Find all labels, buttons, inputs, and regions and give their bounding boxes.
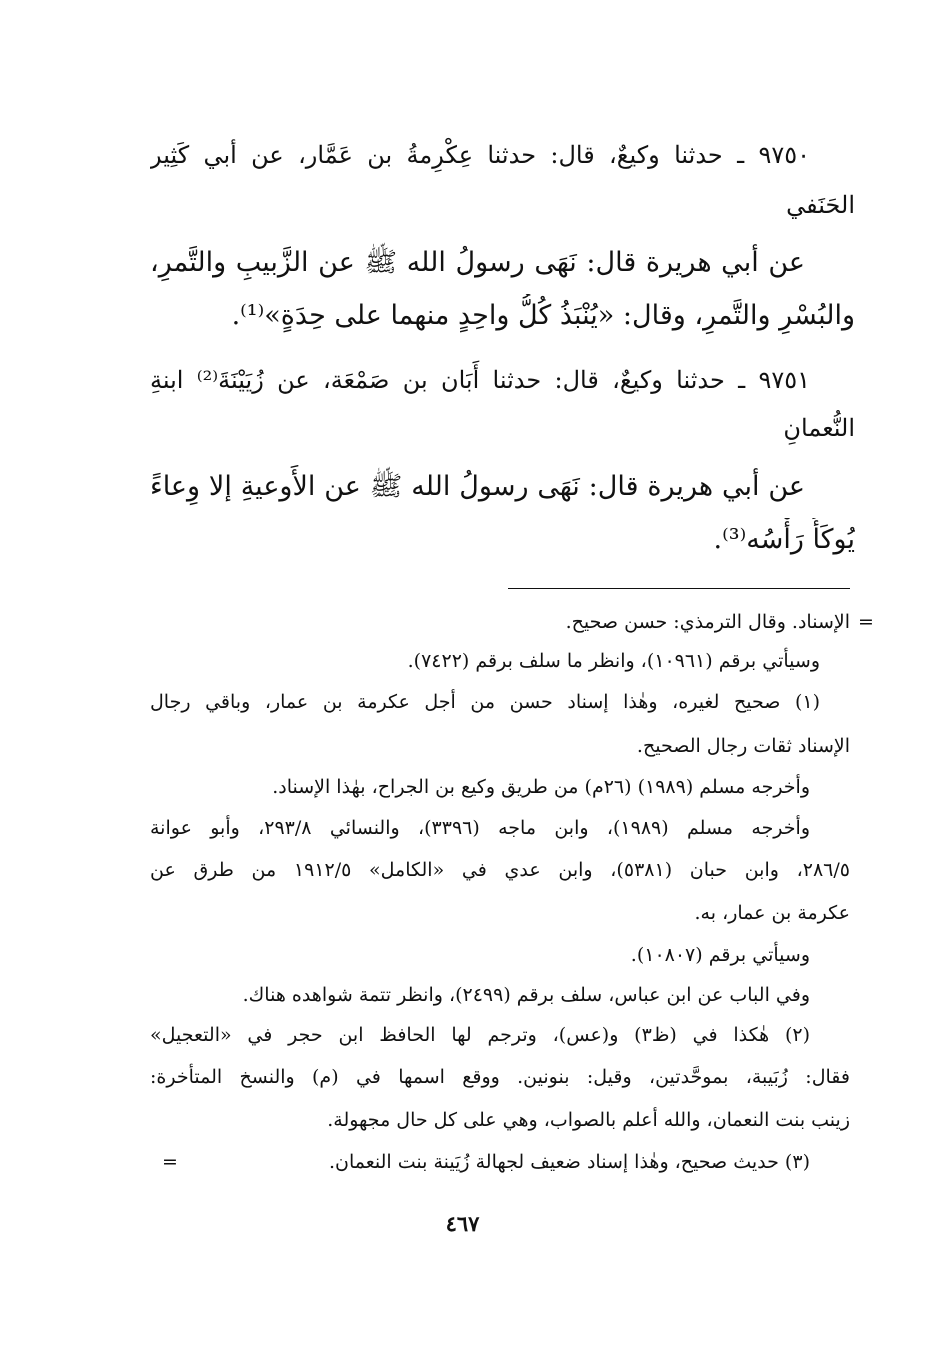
footnote-line-2: وسيأتي برقم (١٠٩٦١)، وانظر ما سلف برقم (٧٤٢٢). <box>407 650 820 672</box>
footnote-line-10: وفي الباب عن ابن عباس، سلف برقم (٢٤٩٩)، وانظر تتمة شواهده هناك. <box>242 984 810 1006</box>
footnote-line-6: وأخرجه مسلم (١٩٨٩)، وابن ماجه (٣٣٩٦)، والنسائي ٢٩٣/٨، وأبو عوانة <box>150 817 810 839</box>
footnote-line-3: (١) صحيح لغيره، وهٰذا إسناد حسن من أجل عكرمة بن عمار، وباقي رجال <box>150 691 820 713</box>
footnote-line-5: وأخرجه مسلم (١٩٨٩) (٢٦م) من طريق وكيع بن الجراح، بهٰذا الإسناد. <box>272 776 810 798</box>
footnote-line-9: وسيأتي برقم (١٠٨٠٧). <box>630 944 810 966</box>
footnote-line-1: الإسناد. وقال الترمذي: حسن صحيح. <box>565 611 850 633</box>
footnote-separator <box>508 588 850 589</box>
footnote-line-8: عكرمة بن عمار، به. <box>694 902 850 924</box>
footnote-line-12: فقال: زُبَيبة، بموحَّدتين، وقيل: بنونين. ووقع اسمها في (م) والنسخ المتأخرة: <box>150 1066 850 1088</box>
hadith-9750-text-line-2: والبُسْرِ والتَّمرِ، وقال: «يُنْبَذُ كُلُّ واحِدٍ منهما على حِدَةٍ»⁽¹⁾. <box>231 300 855 331</box>
footnote-line-4: الإسناد ثقات رجال الصحيح. <box>636 735 850 757</box>
footnote-line-7: ٢٨٦/٥، وابن حبان (٥٣٨١)، وابن عدي في «الكامل» ١٩١٢/٥ من طرق عن <box>150 859 850 881</box>
page-number: ٤٦٧ <box>445 1211 480 1236</box>
hadith-9750-isnad-line-2: الحَنَفي <box>786 191 855 219</box>
hadith-9751-text-line-1: عن أبي هريرة قال: نَهَى رسولُ الله ﷺ عن الأَوعيةِ إلا وِعاءً <box>150 471 805 502</box>
footnote-line-13: زينب بنت النعمان، والله أعلم بالصواب، وهي على كل حال مجهولة. <box>327 1109 850 1131</box>
footnote-continuation-mark: = <box>858 611 874 633</box>
footnote-line-14: (٣) حديث صحيح، وهٰذا إسناد ضعيف لجهالة زُيَينة بنت النعمان. <box>328 1151 810 1173</box>
footnote-line-11: (٢) هٰكذا في (ظ٣) و(عس)، وترجم لها الحافظ ابن حجر في «التعجيل» <box>150 1024 810 1046</box>
hadith-9750-text-line-1: عن أبي هريرة قال: نَهَى رسولُ الله ﷺ عن الزَّبيبِ والتَّمرِ، <box>150 247 805 278</box>
hadith-9751-isnad-line-1: ٩٧٥١ ـ حدثنا وكيعٌ، قال: حدثنا أَبَان بن صَمْعَة، عن زُيَيْنَةَ⁽²⁾ ابنةِ <box>150 366 810 394</box>
hadith-9750-isnad-line-1: ٩٧٥٠ ـ حدثنا وكيعٌ، قال: حدثنا عِكْرِمةُ بن عَمَّار، عن أبي كَثِير <box>150 141 810 169</box>
hadith-9751-text-line-2: يُوكَأُ رَأْسُه⁽³⁾. <box>713 524 855 555</box>
hadith-9751-isnad-line-2: النُّعمانِ <box>783 414 855 442</box>
footnote-end-mark: = <box>162 1151 178 1173</box>
